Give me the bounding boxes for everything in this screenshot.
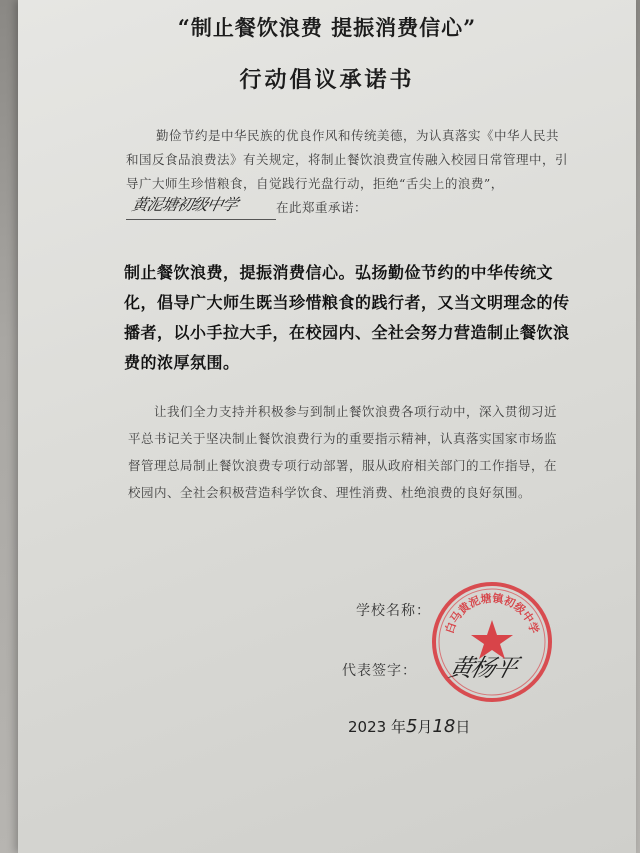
school-name-label: 学校名称： — [356, 603, 431, 619]
signing-date — [348, 716, 470, 737]
document-subtitle: 行动倡议承诺书 — [239, 67, 415, 93]
action-text: 让我们全力支持并积极参与到制止餐饮浪费各项行动中，深入贯彻习近平总书记关于坚决制止餐饮浪费行为的重要指示精神，认真落实国家市场监督管理总局制止餐饮浪费专项行动部署，服从政府相关部门的工作指导，在校园内、全社会积极营造科学饮食、理性消费、杜绝浪费的良好氛围。 — [128, 404, 558, 500]
signatory-line — [126, 195, 276, 220]
paragraph-pledge — [124, 258, 572, 378]
date-month: 5 — [405, 716, 418, 737]
date-month-unit: 月 — [417, 718, 433, 736]
representative-signature: 黄杨平 — [445, 654, 520, 682]
intro-end-text: 在此郑重承诺： — [276, 200, 368, 215]
date-day: 18 — [432, 716, 456, 737]
paragraph-action — [128, 398, 568, 506]
representative-label: 代表签字： — [342, 663, 417, 679]
intro-text: 勤俭节约是中华民族的优良作风和传统美德，为认真落实《中华人民共和国反食品浪费法》有关规定，将制止餐饮浪费宣传融入校园日常管理中，引导广大师生珍惜粮食，自觉践行光盘行动，拒绝“舌尖上的浪费”， — [126, 128, 569, 191]
signatory-handwriting: 黄泥塘初级中学 — [130, 195, 240, 214]
document-title: “制止餐饮浪费 提振消费信心” — [177, 15, 477, 40]
document-paper — [18, 0, 636, 853]
paragraph-intro — [126, 124, 571, 220]
official-seal-icon — [430, 580, 554, 704]
date-day-unit: 日 — [455, 718, 471, 736]
seal-text: 白马黄泥塘镇初级中学 — [442, 591, 542, 636]
date-year: 2023 年 — [348, 718, 406, 736]
pledge-text: 制止餐饮浪费，提振消费信心。弘扬勤俭节约的中华传统文化，倡导广大师生既当珍惜粮食的践行者，又当文明理念的传播者，以小手拉大手，在校园内、全社会努力营造制止餐饮浪费的浓厚氛围。 — [124, 263, 570, 372]
